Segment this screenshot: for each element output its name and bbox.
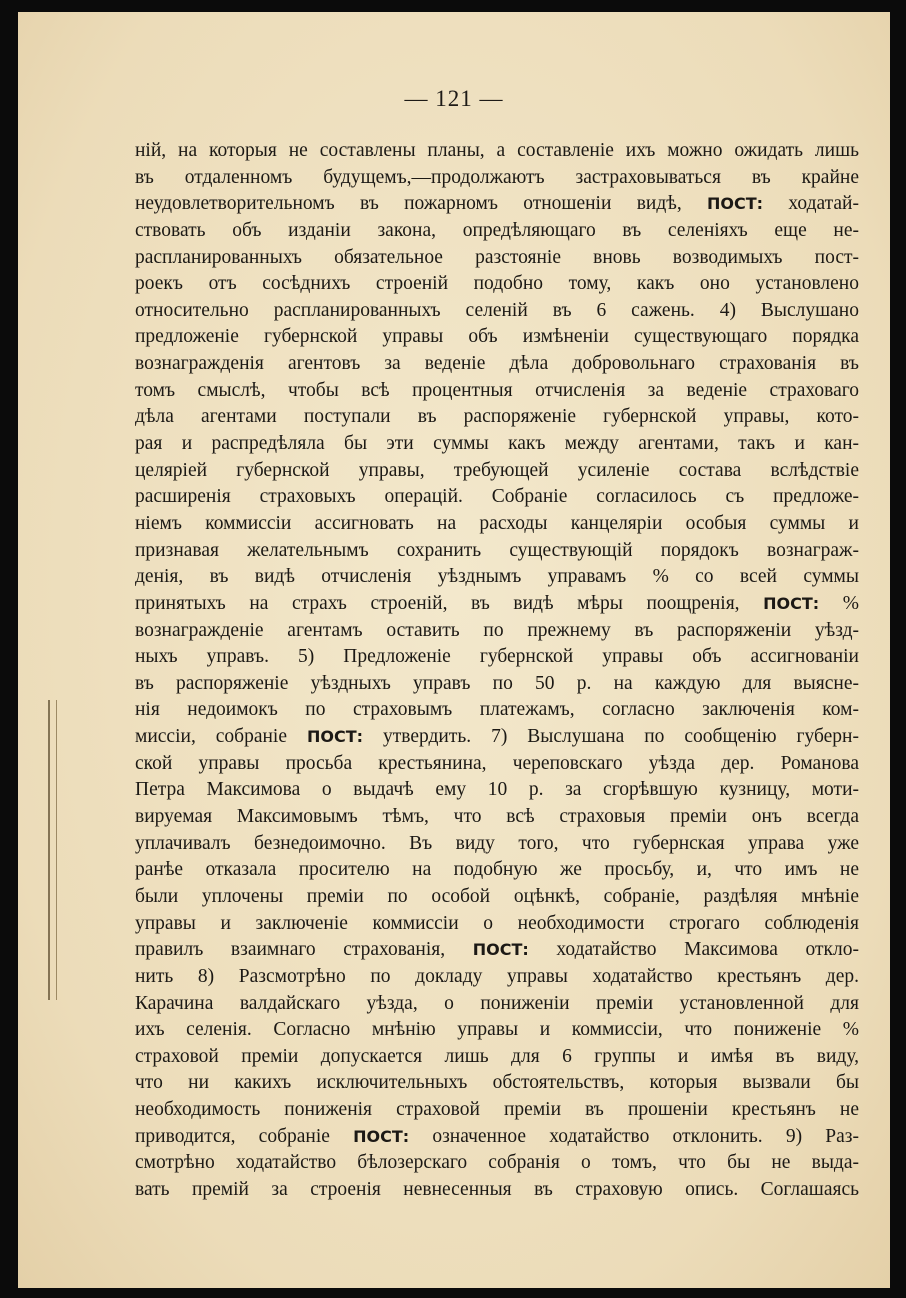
text-line: миссіи, собраніе ПОСТ: утвердить. 7) Выслушана по сообщенію губерн- [135,726,859,748]
binding-edge [48,700,57,1000]
text-line: вознагражденія агентовъ за веденіе дѣла добровольнаго страхованія въ [135,353,859,375]
text-line: вать премій за строенія невнесенныя въ страховую опись. Соглашаясь [135,1178,859,1200]
text-line: ныхъ управъ. 5) Предложеніе губернской управы объ ассигнованіи [135,646,859,668]
text-line: Карачина валдайскаго уѣзда, о пониженіи преміи установленной для [135,992,859,1014]
text-line: ранѣе отказала просителю на подобную же просьбу, и, что имъ не [135,859,859,881]
text-line: неудовлетворительномъ въ пожарномъ отношеніи видѣ, ПОСТ: ходатай- [135,193,859,215]
text-line: дѣла агентами поступали въ распоряженіе губернской управы, кото- [135,406,859,428]
text-line: рая и распредѣляла бы эти суммы какъ между агентами, такъ и кан- [135,433,859,455]
text-line: правилъ взаимнаго страхованія, ПОСТ: ходатайство Максимова откло- [135,939,859,961]
text-line: ской управы просьба крестьянина, череповскаго уѣзда дер. Романова [135,752,859,774]
resolution-marker: ПОСТ: [707,194,764,214]
text-line: приводится, собраніе ПОСТ: означенное ходатайство отклонить. 9) Раз- [135,1125,859,1147]
text-line: принятыхъ на страхъ строеній, въ видѣ мѣры поощренія, ПОСТ: % [135,592,859,614]
text-line: признавая желательнымъ сохранить существующій порядокъ вознаграж- [135,539,859,561]
text-line: необходимость пониженія страховой преміи въ прошеніи крестьянъ не [135,1099,859,1121]
text-line: относительно распланированныхъ селеній въ 6 сажень. 4) Выслушано [135,299,859,321]
resolution-marker: ПОСТ: [306,727,364,747]
text-line: ихъ селенія. Согласно мнѣнію управы и коммиссіи, что пониженіе % [135,1019,859,1041]
text-line: распланированныхъ обязательное разстояніе вновь возводимыхъ пост- [135,246,859,268]
resolution-marker: ПОСТ: [353,1126,410,1146]
text-line: томъ смыслѣ, чтобы всѣ процентныя отчисленія за веденіе страховаго [135,379,859,401]
text-line: управы и заключеніе коммиссіи о необходимости строгаго соблюденія [135,912,859,934]
text-line: целяріей губернской управы, требующей усиленіе состава вслѣдствіе [135,459,859,481]
resolution-marker: ПОСТ: [472,940,529,960]
text-line: въ распоряженіе уѣздныхъ управъ по 50 р. на каждую для выясне- [135,672,859,694]
text-line: смотрѣно ходатайство бѣлозерскаго собранія о томъ, что бы не выда- [135,1152,859,1174]
text-line: денія, въ видѣ отчисленія уѣзднымъ управамъ % со всей суммы [135,566,859,588]
resolution-marker: ПОСТ: [763,593,820,613]
text-line: въ отдаленномъ будущемъ,—продолжаютъ застраховываться въ крайне [135,166,859,188]
text-line: расширенія страховыхъ операцій. Собраніе согласилось съ предложе- [135,486,859,508]
text-line: ствовать объ изданіи закона, опредѣляющаго въ селеніяхъ еще не- [135,219,859,241]
text-line: роекъ отъ сосѣднихъ строеній подобно тому, какъ оно установлено [135,273,859,295]
text-line: были уплочены преміи по особой оцѣнкѣ, собраніе, раздѣляя мнѣніе [135,885,859,907]
text-line: ніемъ коммиссіи ассигновать на расходы канцеляріи особыя суммы и [135,512,859,534]
body-text [135,138,859,1204]
text-line: что ни какихъ исключительныхъ обстоятельствъ, которыя вызвали бы [135,1072,859,1094]
text-line: нія недоимокъ по страховымъ платежамъ, согласно заключенія ком- [135,699,859,721]
text-line: страховой преміи допускается лишь для 6 группы и имѣя въ виду, [135,1045,859,1067]
text-line: предложеніе губернской управы объ измѣненіи существующаго порядка [135,326,859,348]
scanned-page [18,12,890,1288]
text-line: нить 8) Разсмотрѣно по докладу управы ходатайство крестьянъ дер. [135,965,859,987]
page-number: — 121 — [404,86,504,111]
text-line: вознагражденіе агентамъ оставить по прежнему въ распоряженіи уѣзд- [135,619,859,641]
text-line: Петра Максимова о выдачѣ ему 10 р. за сгорѣвшую кузницу, моти- [135,779,859,801]
text-line: ній, на которыя не составлены планы, а составленіе ихъ можно ожидать лишь [135,140,859,161]
text-line: вируемая Максимовымъ тѣмъ, что всѣ страховыя преміи онъ всегда [135,806,859,828]
text-line: уплачивалъ безнедоимочно. Въ виду того, что губернская управа уже [135,832,859,854]
